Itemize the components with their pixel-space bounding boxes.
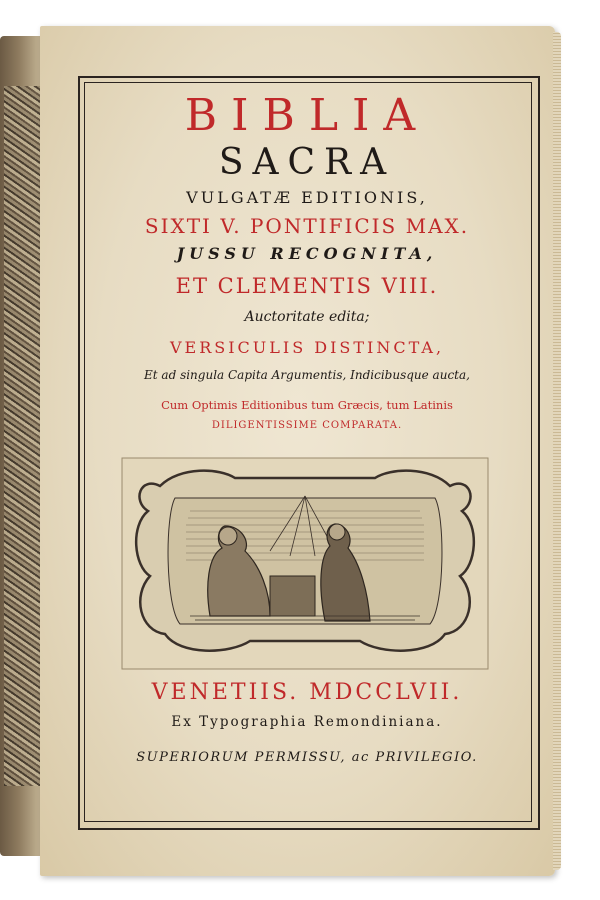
line-et-ad: Et ad singula Capita Argumentis, Indicibusque aucta, [144, 368, 470, 382]
line-diligentissime: DILIGENTISSIME COMPARATA. [211, 420, 403, 431]
title-sacra: SACRA [218, 142, 396, 183]
page-edges [553, 32, 561, 870]
frontispiece-engraving [4, 86, 43, 786]
engraved-vignette [120, 456, 490, 671]
line-sixti: SIXTI V. PONTIFICIS MAX. [144, 214, 470, 238]
line-jussu: JUSSU RECOGNITA, [176, 244, 438, 263]
line-typographia: Ex Typographia Remondiniana. [171, 714, 443, 730]
book [0, 26, 560, 876]
line-versiculis: VERSICULIS DISTINCTA, [169, 338, 445, 357]
line-clementis: ET CLEMENTIS VIII. [175, 274, 439, 298]
line-cum-optimis: Cum Optimis Editionibus tum Græcis, tum Latinis [161, 398, 453, 412]
line-auctoritate: Auctoritate edita; [244, 309, 370, 325]
line-superiorum: SUPERIORUM PERMISSU, ac PRIVILEGIO. [136, 750, 478, 765]
line-vulgatae: VULGATÆ EDITIONIS, [186, 188, 428, 207]
line-venetiis: VENETIIS. MDCCLVII. [151, 680, 463, 705]
title-page [40, 26, 555, 876]
title-biblia: BIBLIA [184, 90, 430, 141]
